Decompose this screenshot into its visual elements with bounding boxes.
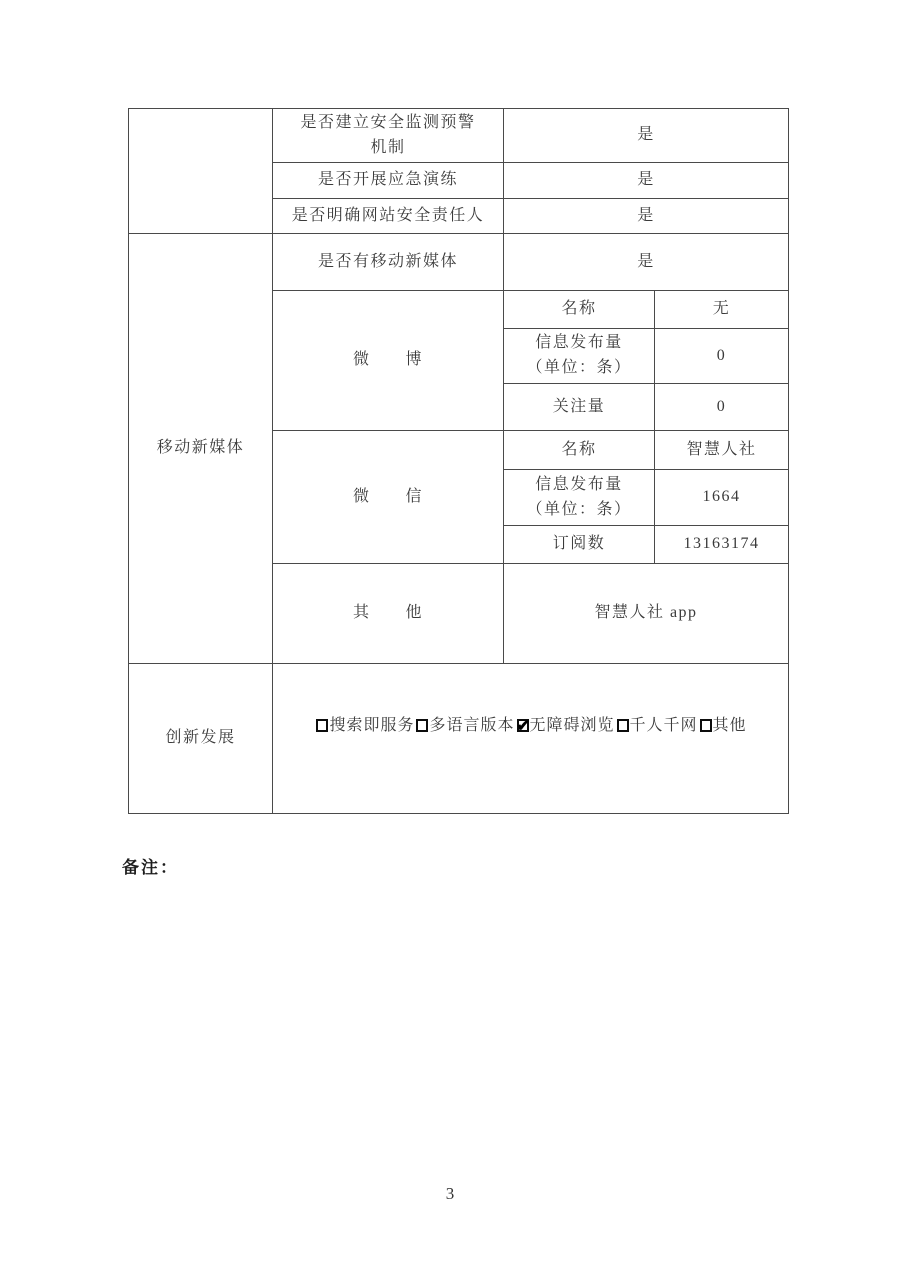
- value-other-media: 智慧人社 app: [504, 564, 789, 664]
- value-weibo-posts: 0: [655, 329, 789, 384]
- value-emergency-drill: 是: [504, 163, 789, 199]
- label-weibo: 微 博: [273, 291, 504, 431]
- innovation-options-cell: [273, 664, 789, 814]
- label-weibo-followers: 关注量: [504, 384, 655, 431]
- label-security-monitoring: 是否建立安全监测预警 机制: [273, 109, 504, 163]
- value-wechat-name: 智慧人社: [655, 431, 789, 470]
- page-number: 3: [445, 1184, 455, 1203]
- table-row: [129, 234, 789, 291]
- checkbox-multilingual[interactable]: [416, 719, 428, 732]
- section-cell-mobile-media: 移动新媒体: [129, 234, 273, 664]
- checkbox-other[interactable]: [700, 719, 712, 732]
- option-label-multilingual: 多语言版本: [429, 717, 515, 735]
- option-label-accessibility: 无障碍浏览: [529, 717, 615, 735]
- innovation-options: [275, 714, 786, 739]
- label-wechat-subscribers: 订阅数: [504, 526, 655, 564]
- table-row: [129, 109, 789, 163]
- label-has-mobile-media: 是否有移动新媒体: [273, 234, 504, 291]
- section-cell-innovation: 创新发展: [129, 664, 273, 814]
- section-cell-empty: [129, 109, 273, 234]
- checkbox-accessibility[interactable]: [517, 719, 529, 732]
- checkbox-search-service[interactable]: [316, 719, 328, 732]
- label-wechat-name: 名称: [504, 431, 655, 470]
- label-emergency-drill: 是否开展应急演练: [273, 163, 504, 199]
- checkbox-qianren-qianwang[interactable]: [617, 719, 629, 732]
- annual-report-table: [128, 108, 789, 814]
- table-row: [129, 664, 789, 814]
- label-other-media: 其 他: [273, 564, 504, 664]
- value-has-mobile-media: 是: [504, 234, 789, 291]
- label-weibo-posts: 信息发布量 （单位：条）: [504, 329, 655, 384]
- value-security-monitoring: 是: [504, 109, 789, 163]
- label-wechat-posts: 信息发布量 （单位：条）: [504, 470, 655, 526]
- option-label-other: 其他: [712, 717, 747, 735]
- option-label-qianren-qianwang: 千人千网: [629, 717, 698, 735]
- remark-label: 备注：: [122, 858, 179, 877]
- label-wechat: 微 信: [273, 431, 504, 564]
- label-security-responsible: 是否明确网站安全责任人: [273, 199, 504, 234]
- value-wechat-subscribers: 13163174: [655, 526, 789, 564]
- label-weibo-name: 名称: [504, 291, 655, 329]
- value-wechat-posts: 1664: [655, 470, 789, 526]
- value-weibo-followers: 0: [655, 384, 789, 431]
- option-label-search-service: 搜索即服务: [329, 717, 415, 735]
- value-weibo-name: 无: [655, 291, 789, 329]
- value-security-responsible: 是: [504, 199, 789, 234]
